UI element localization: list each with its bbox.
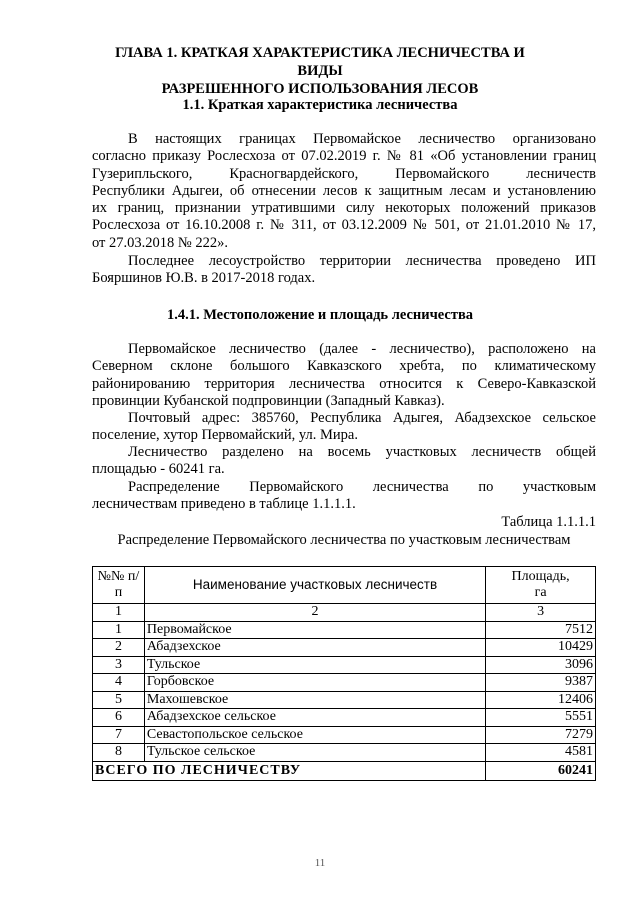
header-name: Наименование участковых лесничеств <box>144 567 485 604</box>
page-number: 11 <box>314 857 326 869</box>
row-area: 4581 <box>486 744 596 762</box>
text-line: районированию территория лесничества относится к Северо-Кавказской <box>92 375 596 392</box>
chapter-title-line-1: ГЛАВА 1. КРАТКАЯ ХАРАКТЕРИСТИКА ЛЕСНИЧЕСТВА И ВИДЫ <box>115 45 525 79</box>
row-number: 1 <box>93 621 145 639</box>
text-line: Гузерипльского, Красногвардейского, Первомайского лесничеств <box>92 165 596 182</box>
text-line: согласно приказу Рослесхоза от 07.02.2019 г. № 81 «Об установлении границ <box>92 148 596 165</box>
table-header-row <box>93 567 596 604</box>
text-line: поселение, хутор Первомайский, ул. Мира. <box>92 427 358 444</box>
row-name: Махошевское <box>144 691 485 709</box>
row-number: 8 <box>93 744 145 762</box>
chapter-title-line-2: РАЗРЕШЕННОГО ИСПОЛЬЗОВАНИЯ ЛЕСОВ <box>161 81 479 97</box>
text-line: Бояршинов Ю.В. в 2017-2018 годах. <box>92 270 316 287</box>
row-area: 9387 <box>486 674 596 692</box>
row-name: Абадзехское <box>144 639 485 657</box>
row-name: Абадзехское сельское <box>144 709 485 727</box>
paragraph-postal-address <box>92 410 596 445</box>
header-number-line-1: №№ п/ <box>97 569 140 584</box>
header-area-line-1: Площадь, <box>511 569 570 584</box>
text-line: лесничествам приведено в таблице 1.1.1.1. <box>92 496 356 513</box>
header-number-line-2: п <box>114 585 123 600</box>
header-number <box>93 567 145 604</box>
row-name: Тульское <box>144 656 485 674</box>
forestry-distribution-table <box>92 566 596 781</box>
table-row <box>93 691 596 709</box>
table-row <box>93 621 596 639</box>
row-area: 7279 <box>486 726 596 744</box>
row-number: 7 <box>93 726 145 744</box>
text-line: их границ, признании утратившими силу некоторых положений приказов <box>92 200 596 217</box>
paragraph-location <box>92 341 596 410</box>
paragraph-forest-inventory <box>92 253 596 288</box>
table-row <box>93 744 596 762</box>
row-area: 10429 <box>486 639 596 657</box>
text-line: В настоящих границах Первомайское лесничество организовано <box>128 131 596 147</box>
text-line: Северном склоне большого Кавказского хребта, по климатическому <box>92 358 596 375</box>
paragraph-distribution <box>92 479 596 514</box>
text-line: Лесничество разделено на восемь участковых лесничеств общей <box>128 444 596 460</box>
table-row <box>93 709 596 727</box>
table-row <box>93 656 596 674</box>
text-line: Первомайское лесничество (далее - лесничество), расположено на <box>128 341 596 357</box>
table-total-row <box>93 761 596 780</box>
row-number: 3 <box>93 656 145 674</box>
table-row <box>93 674 596 692</box>
table-number: Таблица 1.1.1.1 <box>501 514 596 530</box>
column-index: 1 <box>93 604 145 622</box>
paragraph-division <box>92 444 596 479</box>
total-label: ВСЕГО ПО ЛЕСНИЧЕСТВУ <box>93 761 486 780</box>
header-area-line-2: га <box>534 585 547 600</box>
row-name: Первомайское <box>144 621 485 639</box>
table-row <box>93 726 596 744</box>
text-line: Почтовый адрес: 385760, Республика Адыгея, Абадзехское сельское <box>128 410 596 426</box>
header-area <box>486 567 596 604</box>
text-line: от 27.03.2018 № 222». <box>92 234 228 251</box>
row-number: 5 <box>93 691 145 709</box>
row-area: 5551 <box>486 709 596 727</box>
row-number: 2 <box>93 639 145 657</box>
column-index: 3 <box>486 604 596 622</box>
row-number: 6 <box>93 709 145 727</box>
text-line: провинции Кубанской подпровинции (Западный Кавказ). <box>92 392 445 409</box>
row-area: 12406 <box>486 691 596 709</box>
table-caption: Распределение Первомайского лесничества по участковым лесничествам <box>117 532 571 548</box>
section-title-1-4-1: 1.4.1. Местоположение и площадь лесничества <box>166 307 474 323</box>
paragraph-organization <box>92 131 596 252</box>
column-index-row <box>93 604 596 622</box>
total-area: 60241 <box>486 761 596 780</box>
row-name: Тульское сельское <box>144 744 485 762</box>
column-index: 2 <box>144 604 485 622</box>
text-line: площадью - 60241 га. <box>92 461 225 478</box>
row-name: Севастопольское сельское <box>144 726 485 744</box>
text-line: Рослесхоза от 16.10.2008 г. № 311, от 03.12.2009 № 501, от 21.01.2010 № 17, <box>92 217 596 234</box>
chapter-title <box>92 44 548 98</box>
table-row <box>93 639 596 657</box>
row-number: 4 <box>93 674 145 692</box>
row-area: 3096 <box>486 656 596 674</box>
row-area: 7512 <box>486 621 596 639</box>
text-line: Республики Адыгеи, об отнесении лесов к защитным лесам и установлению <box>92 182 596 199</box>
text-line: Последнее лесоустройство территории лесничества проведено ИП <box>128 253 596 269</box>
section-title-1-1: 1.1. Краткая характеристика лесничества <box>182 97 458 113</box>
row-name: Горбовское <box>144 674 485 692</box>
text-line: Распределение Первомайского лесничества по участковым <box>128 479 596 495</box>
